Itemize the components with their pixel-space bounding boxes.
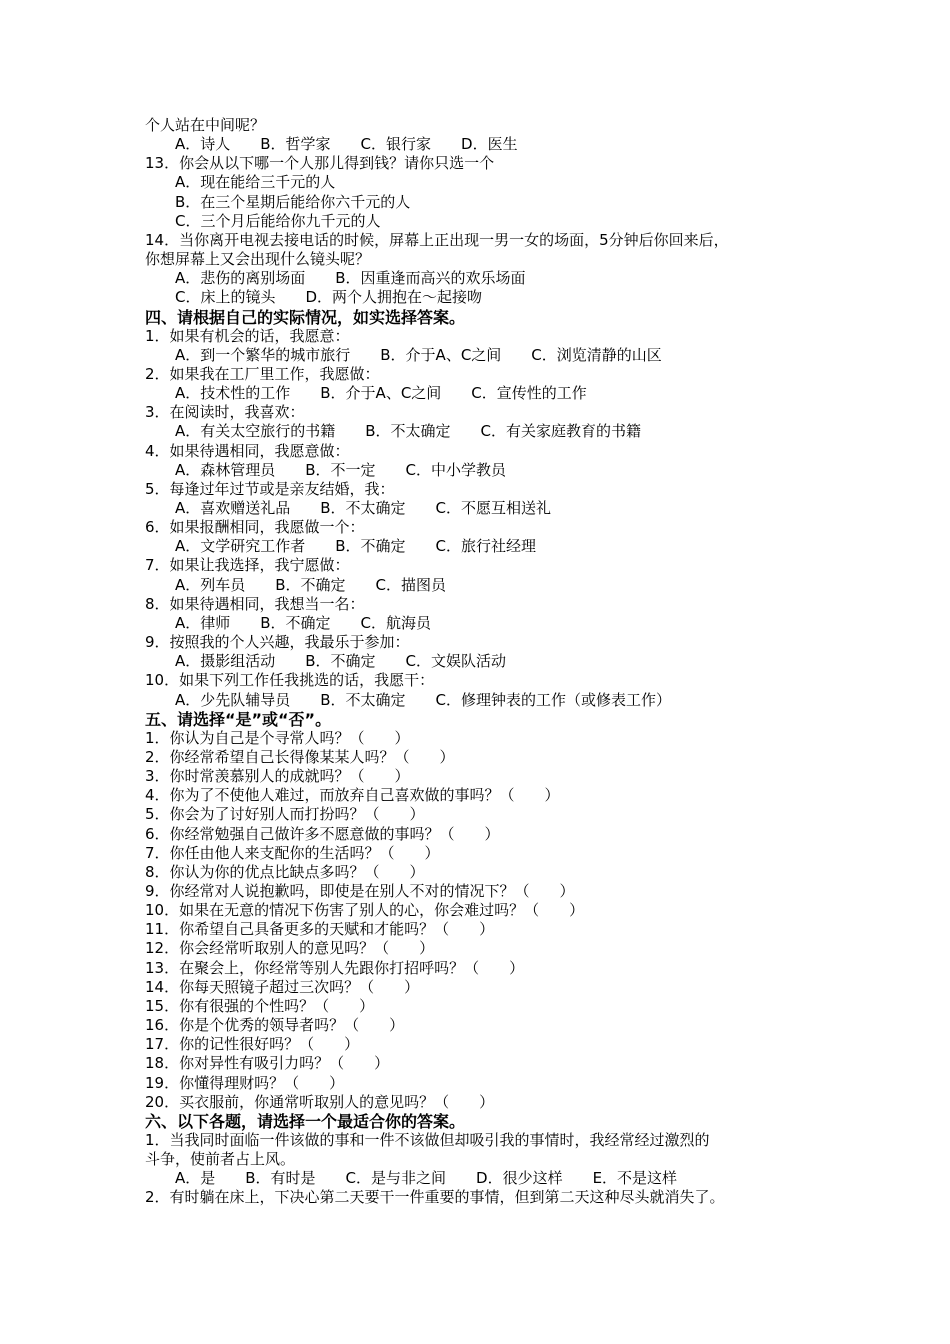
question-line: 20．买衣服前，你通常听取别人的意见吗？（ ） bbox=[145, 1093, 495, 1111]
section-heading: 四、请根据自己的实际情况，如实选择答案。 bbox=[145, 308, 466, 327]
answer-options: A．是 B．有时是 C．是与非之间 D．很少这样 E．不是这样 bbox=[175, 1169, 678, 1187]
question-line: 2．如果我在工厂里工作，我愿做： bbox=[145, 365, 380, 383]
question-line: 9．你经常对人说抱歉吗，即使是在别人不对的情况下？（ ） bbox=[145, 882, 575, 900]
question-line: 17．你的记性很好吗？（ ） bbox=[145, 1035, 360, 1053]
question-line: 7．如果让我选择，我宁愿做： bbox=[145, 556, 350, 574]
answer-options: A．悲伤的离别场面 B．因重逢而高兴的欢乐场面 bbox=[175, 269, 526, 287]
question-line: 10．如果下列工作任我挑选的话，我愿干： bbox=[145, 671, 435, 689]
answer-options: A．列车员 B．不确定 C．描图员 bbox=[175, 576, 447, 594]
question-line: 5．你会为了讨好别人而打扮吗？（ ） bbox=[145, 805, 425, 823]
question-line: 4．如果待遇相同，我愿意做： bbox=[145, 442, 350, 460]
answer-options: A．现在能给三千元的人 bbox=[175, 173, 336, 191]
question-line: 斗争，使前者占上风。 bbox=[145, 1150, 296, 1168]
question-line: 4．你为了不使他人难过，而放弃自己喜欢做的事吗？（ ） bbox=[145, 786, 560, 804]
question-line: 5．每逢过年过节或是亲友结婚，我： bbox=[145, 480, 395, 498]
answer-options: C．床上的镜头 D．两个人拥抱在～起接吻 bbox=[175, 288, 483, 306]
answer-options: A．少先队辅导员 B．不太确定 C．修理钟表的工作（或修表工作） bbox=[175, 691, 672, 709]
question-line: 1．你认为自己是个寻常人吗？（ ） bbox=[145, 729, 410, 747]
question-line: 8．如果待遇相同，我想当一名： bbox=[145, 595, 365, 613]
answer-options: B．在三个星期后能给你六千元的人 bbox=[175, 193, 411, 211]
answer-options: A．技术性的工作 B．介于A、C之间 C．宣传性的工作 bbox=[175, 384, 587, 402]
question-line: 2．有时躺在床上，下决心第二天要干一件重要的事情，但到第二天这种尽头就消失了。 bbox=[145, 1188, 725, 1206]
question-line: 3．在阅读时，我喜欢： bbox=[145, 403, 305, 421]
question-line: 3．你时常羡慕别人的成就吗？（ ） bbox=[145, 767, 410, 785]
answer-options: C．三个月后能给你九千元的人 bbox=[175, 212, 381, 230]
answer-options: A．诗人 B．哲学家 C．银行家 D．医生 bbox=[175, 135, 518, 153]
question-line: 15．你有很强的个性吗？（ ） bbox=[145, 997, 375, 1015]
section-heading: 六、以下各题，请选择一个最适合你的答案。 bbox=[145, 1112, 466, 1131]
question-line: 1．如果有机会的话，我愿意： bbox=[145, 327, 350, 345]
answer-options: A．文学研究工作者 B．不确定 C．旅行社经理 bbox=[175, 537, 537, 555]
answer-options: A．摄影组活动 B．不确定 C．文娱队活动 bbox=[175, 652, 507, 670]
question-line: 6．你经常勉强自己做许多不愿意做的事吗？（ ） bbox=[145, 825, 500, 843]
question-line: 16．你是个优秀的领导者吗？（ ） bbox=[145, 1016, 405, 1034]
question-line: 10．如果在无意的情况下伤害了别人的心，你会难过吗？（ ） bbox=[145, 901, 585, 919]
question-line: 个人站在中间呢？ bbox=[145, 116, 266, 134]
question-line: 6．如果报酬相同，我愿做一个： bbox=[145, 518, 365, 536]
answer-options: A．律师 B．不确定 C．航海员 bbox=[175, 614, 432, 632]
question-line: 12．你会经常听取别人的意见吗？（ ） bbox=[145, 939, 435, 957]
answer-options: A．森林管理员 B．不一定 C．中小学教员 bbox=[175, 461, 507, 479]
answer-options: A．喜欢赠送礼品 B．不太确定 C．不愿互相送礼 bbox=[175, 499, 552, 517]
answer-options: A．有关太空旅行的书籍 B．不太确定 C．有关家庭教育的书籍 bbox=[175, 422, 642, 440]
section-heading: 五、请选择“是”或“否”。 bbox=[145, 710, 332, 729]
question-line: 2．你经常希望自己长得像某某人吗？（ ） bbox=[145, 748, 455, 766]
question-line: 7．你任由他人来支配你的生活吗？（ ） bbox=[145, 844, 440, 862]
question-line: 14．当你离开电视去接电话的时候，屏幕上正出现一男一女的场面，5分钟后你回来后， bbox=[145, 231, 729, 249]
question-line: 13．在聚会上，你经常等别人先跟你打招呼吗？（ ） bbox=[145, 959, 525, 977]
question-line: 14．你每天照镜子超过三次吗？（ ） bbox=[145, 978, 420, 996]
question-line: 1．当我同时面临一件该做的事和一件不该做但却吸引我的事情时，我经常经过激烈的 bbox=[145, 1131, 710, 1149]
question-line: 13．你会从以下哪一个人那儿得到钱？请你只选一个 bbox=[145, 154, 495, 172]
question-line: 9．按照我的个人兴趣，我最乐于参加： bbox=[145, 633, 410, 651]
question-line: 8．你认为你的优点比缺点多吗？（ ） bbox=[145, 863, 425, 881]
question-line: 18．你对异性有吸引力吗？（ ） bbox=[145, 1054, 390, 1072]
question-line: 你想屏幕上又会出现什么镜头呢？ bbox=[145, 250, 371, 268]
question-line: 11．你希望自己具备更多的天赋和才能吗？（ ） bbox=[145, 920, 495, 938]
answer-options: A．到一个繁华的城市旅行 B．介于A、C之间 C．浏览清静的山区 bbox=[175, 346, 662, 364]
question-line: 19．你懂得理财吗？（ ） bbox=[145, 1074, 345, 1092]
